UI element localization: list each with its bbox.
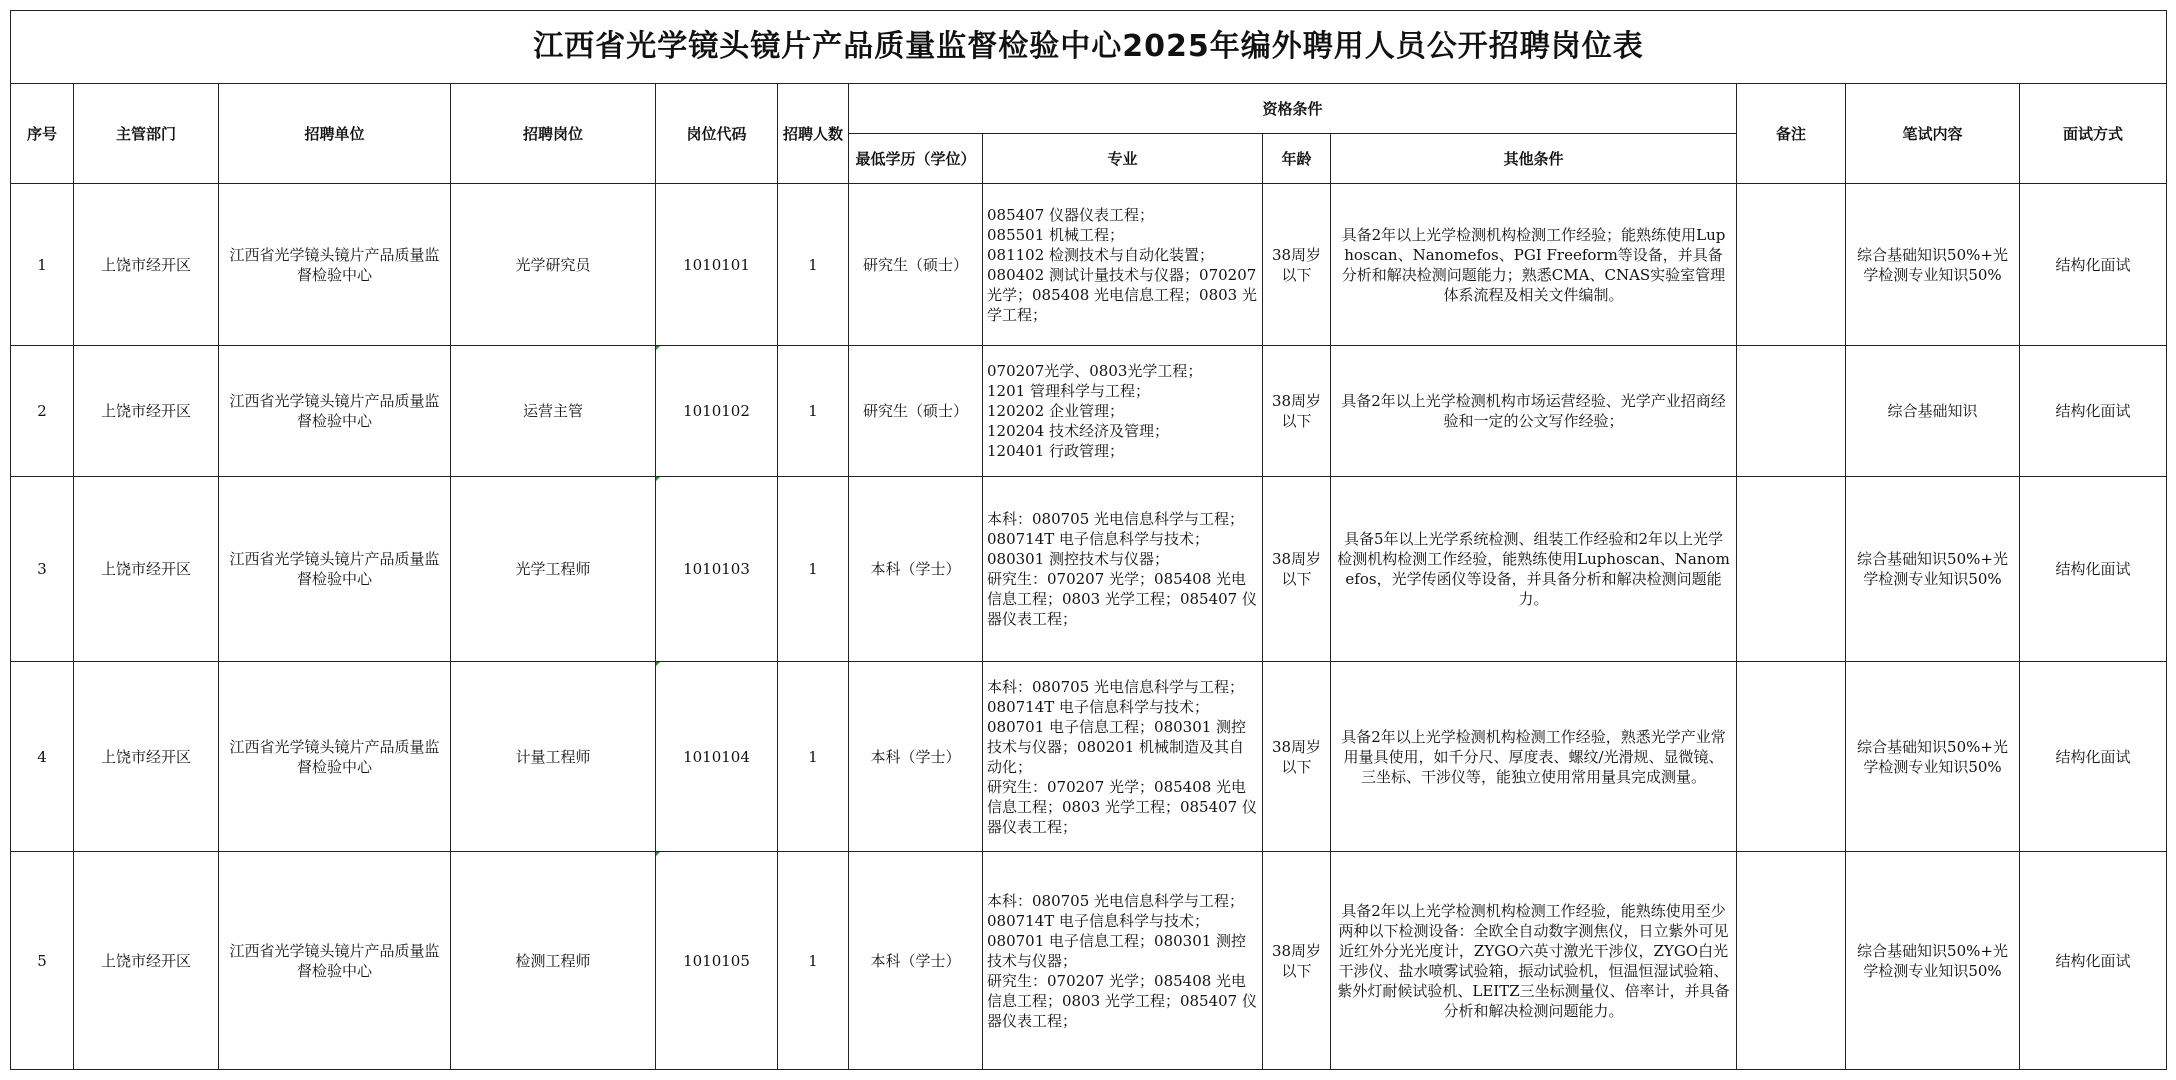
row-age: 38周岁以下 (1263, 184, 1331, 346)
row-unit: 江西省光学镜头镜片产品质量监督检验中心 (219, 477, 451, 662)
row-education: 研究生（硕士） (849, 346, 983, 477)
row-interview: 结构化面试 (2020, 346, 2167, 477)
row-position: 光学工程师 (451, 477, 656, 662)
header-dept: 主管部门 (74, 84, 219, 184)
row-age: 38周岁以下 (1263, 477, 1331, 662)
row-other: 具备5年以上光学系统检测、组装工作经验和2年以上光学检测机构检测工作经验，能熟练使用Luphoscan、Nanomefos，光学传函仪等设备，并具备分析和解决检测问题能力。 (1331, 477, 1737, 662)
header-remarks: 备注 (1737, 84, 1846, 184)
header-major: 专业 (983, 134, 1263, 184)
header-written: 笔试内容 (1846, 84, 2020, 184)
row-major: 070207光学、0803光学工程； 1201 管理科学与工程； 120202 企业管理； 120204 技术经济及管理； 120401 行政管理； (983, 346, 1263, 477)
row-index: 3 (11, 477, 74, 662)
row-remarks (1737, 477, 1846, 662)
row-education: 研究生（硕士） (849, 184, 983, 346)
row-other: 具备2年以上光学检测机构检测工作经验，熟悉光学产业常用量具使用，如千分尺、厚度表、螺纹/光滑规、显微镜、三坐标、干涉仪等，能独立使用常用量具完成测量。 (1331, 662, 1737, 852)
row-interview: 结构化面试 (2020, 477, 2167, 662)
positions-table (10, 10, 2167, 1070)
row-count: 1 (778, 662, 849, 852)
header-position: 招聘岗位 (451, 84, 656, 184)
row-interview: 结构化面试 (2020, 184, 2167, 346)
row-unit: 江西省光学镜头镜片产品质量监督检验中心 (219, 662, 451, 852)
row-code: 1010101 (656, 184, 778, 346)
row-count: 1 (778, 852, 849, 1070)
header-age: 年龄 (1263, 134, 1331, 184)
table-row (11, 346, 2167, 477)
header-index: 序号 (11, 84, 74, 184)
table-row (11, 477, 2167, 662)
row-dept: 上饶市经开区 (74, 477, 219, 662)
row-other: 具备2年以上光学检测机构市场运营经验、光学产业招商经验和一定的公文写作经验； (1331, 346, 1737, 477)
row-education: 本科（学士） (849, 477, 983, 662)
header-unit: 招聘单位 (219, 84, 451, 184)
row-major: 085407 仪器仪表工程； 085501 机械工程； 081102 检测技术与自动化装置； 080402 测试计量技术与仪器；070207 光学；085408 光电信息工程；0803 光学工程； (983, 184, 1263, 346)
row-age: 38周岁以下 (1263, 346, 1331, 477)
row-unit: 江西省光学镜头镜片产品质量监督检验中心 (219, 184, 451, 346)
row-position: 运营主管 (451, 346, 656, 477)
header-interview: 面试方式 (2020, 84, 2167, 184)
row-age: 38周岁以下 (1263, 662, 1331, 852)
table-row (11, 852, 2167, 1070)
row-code: 1010102 (656, 346, 778, 477)
row-position: 检测工程师 (451, 852, 656, 1070)
row-other: 具备2年以上光学检测机构检测工作经验；能熟练使用Luphoscan、Nanomefos、PGI Freeform等设备，并具备分析和解决检测问题能力；熟悉CMA、CNAS实验室管理体系流程及相关文件编制。 (1331, 184, 1737, 346)
row-dept: 上饶市经开区 (74, 662, 219, 852)
row-count: 1 (778, 477, 849, 662)
page-title: 江西省光学镜头镜片产品质量监督检验中心2025年编外聘用人员公开招聘岗位表 (11, 11, 2167, 84)
recruitment-sheet (10, 10, 2166, 1072)
row-dept: 上饶市经开区 (74, 346, 219, 477)
row-remarks (1737, 184, 1846, 346)
table-row (11, 662, 2167, 852)
header-count: 招聘人数 (778, 84, 849, 184)
row-written: 综合基础知识50%+光学检测专业知识50% (1846, 852, 2020, 1070)
row-interview: 结构化面试 (2020, 852, 2167, 1070)
header-qualification: 资格条件 (849, 84, 1737, 134)
row-remarks (1737, 662, 1846, 852)
row-age: 38周岁以下 (1263, 852, 1331, 1070)
row-dept: 上饶市经开区 (74, 852, 219, 1070)
row-dept: 上饶市经开区 (74, 184, 219, 346)
row-index: 4 (11, 662, 74, 852)
row-remarks (1737, 852, 1846, 1070)
row-unit: 江西省光学镜头镜片产品质量监督检验中心 (219, 852, 451, 1070)
row-other: 具备2年以上光学检测机构检测工作经验，能熟练使用至少两种以下检测设备：全欧全自动数字测焦仪，日立紫外可见近红外分光光度计，ZYGO六英寸激光干涉仪，ZYGO白光干涉仪、盐水喷雾试验箱，振动试验机，恒温恒湿试验箱、紫外灯耐候试验机、LEITZ三坐标测量仪、倍率计，并具备分析和解决检测问题能力。 (1331, 852, 1737, 1070)
row-education: 本科（学士） (849, 852, 983, 1070)
row-written: 综合基础知识50%+光学检测专业知识50% (1846, 184, 2020, 346)
row-major: 本科：080705 光电信息科学与工程； 080714T 电子信息科学与技术； 080301 测控技术与仪器； 研究生：070207 光学；085408 光电信息工程；0803 光学工程；085407 仪器仪表工程； (983, 477, 1263, 662)
row-code: 1010103 (656, 477, 778, 662)
row-major: 本科：080705 光电信息科学与工程； 080714T 电子信息科学与技术； 080701 电子信息工程；080301 测控技术与仪器；080201 机械制造及其自动化； 研究生：070207 光学；085408 光电信息工程；0803 光学工程；085407 仪器仪表工程； (983, 662, 1263, 852)
row-count: 1 (778, 184, 849, 346)
table-row (11, 184, 2167, 346)
row-index: 5 (11, 852, 74, 1070)
header-other: 其他条件 (1331, 134, 1737, 184)
row-code: 1010104 (656, 662, 778, 852)
row-education: 本科（学士） (849, 662, 983, 852)
header-code: 岗位代码 (656, 84, 778, 184)
row-unit: 江西省光学镜头镜片产品质量监督检验中心 (219, 346, 451, 477)
row-index: 1 (11, 184, 74, 346)
row-remarks (1737, 346, 1846, 477)
header-education: 最低学历（学位） (849, 134, 983, 184)
row-major: 本科：080705 光电信息科学与工程； 080714T 电子信息科学与技术； 080701 电子信息工程；080301 测控技术与仪器； 研究生：070207 光学；085408 光电信息工程；0803 光学工程；085407 仪器仪表工程； (983, 852, 1263, 1070)
row-written: 综合基础知识50%+光学检测专业知识50% (1846, 662, 2020, 852)
row-position: 计量工程师 (451, 662, 656, 852)
row-code: 1010105 (656, 852, 778, 1070)
row-position: 光学研究员 (451, 184, 656, 346)
row-written: 综合基础知识 (1846, 346, 2020, 477)
row-interview: 结构化面试 (2020, 662, 2167, 852)
row-written: 综合基础知识50%+光学检测专业知识50% (1846, 477, 2020, 662)
row-index: 2 (11, 346, 74, 477)
row-count: 1 (778, 346, 849, 477)
